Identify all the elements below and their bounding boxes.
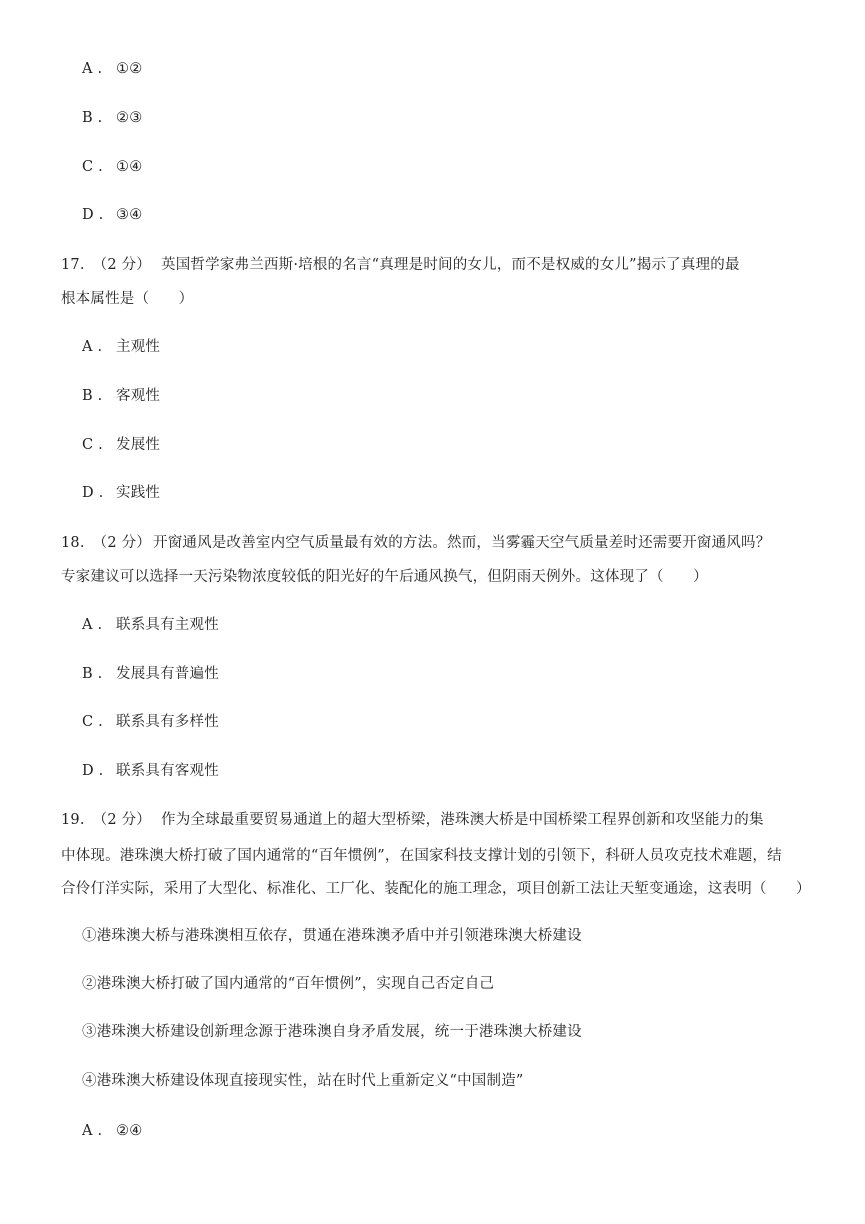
question-number: 19.	[61, 812, 85, 828]
q19-statement-2: ②港珠澳大桥打破了国内通常的“百年惯例”，实现自己否定自己	[82, 976, 495, 992]
q19-statement-3: ③港珠澳大桥建设创新理念源于港珠澳自身矛盾发展，统一于港珠澳大桥建设	[82, 1024, 582, 1040]
option-text: 主观性	[116, 339, 161, 355]
option-letter: B .	[82, 666, 103, 682]
option-letter: B .	[82, 388, 103, 404]
option-letter: C .	[82, 159, 103, 175]
option-letter: D .	[82, 485, 104, 501]
option-text: ③④	[116, 207, 143, 223]
question-17-stem-cont: 根本属性是（ ）	[61, 291, 194, 307]
q19-statement-4: ④港珠澳大桥建设体现直接现实性，站在时代上重新定义“中国制造”	[82, 1073, 524, 1089]
question-18-stem	[61, 533, 770, 553]
question-score: （2 分）	[92, 812, 152, 828]
option-letter: C .	[82, 714, 103, 730]
option-text: 实践性	[116, 485, 161, 501]
q19-option-a	[82, 1121, 142, 1141]
option-text: 联系具有客观性	[116, 763, 219, 779]
option-text: ②③	[116, 110, 143, 126]
q18-option-a	[82, 615, 219, 635]
question-score: （2 分）	[92, 257, 152, 273]
option-b	[82, 108, 142, 128]
option-text: 发展性	[116, 437, 161, 453]
question-number: 18.	[61, 535, 85, 551]
option-letter: D .	[82, 763, 104, 779]
q17-option-a	[82, 337, 160, 357]
option-text: 发展具有普遍性	[116, 666, 219, 682]
q17-option-c	[82, 435, 160, 455]
question-text: 开窗通风是改善室内空气质量最有效的方法。然而，当雾霾天空气质量差时还需要开窗通风吗？	[153, 535, 771, 551]
question-score: （2 分）	[92, 535, 152, 551]
q18-option-c	[82, 712, 219, 732]
question-17-stem	[61, 255, 740, 275]
option-text: 联系具有主观性	[116, 617, 219, 633]
option-letter: A .	[82, 1123, 103, 1139]
option-text: 客观性	[116, 388, 161, 404]
option-text: ②④	[116, 1123, 143, 1139]
option-text: 联系具有多样性	[116, 714, 219, 730]
option-letter: B .	[82, 110, 103, 126]
q17-option-d	[82, 483, 160, 503]
question-19-stem-cont: 合伶仃洋实际，采用了大型化、标准化、工厂化、装配化的施工理念，项目创新工法让天堑变通途，这表明（ ）	[61, 881, 811, 897]
option-text: ①②	[116, 61, 143, 77]
option-text: ①④	[116, 159, 143, 175]
question-number: 17.	[61, 257, 85, 273]
q17-option-b	[82, 386, 160, 406]
q18-option-b	[82, 664, 219, 684]
option-letter: D .	[82, 207, 104, 223]
q19-statement-1: ①港珠澳大桥与港珠澳相互依存，贯通在港珠澳矛盾中并引领港珠澳大桥建设	[82, 928, 582, 944]
option-c	[82, 157, 142, 177]
option-letter: A .	[82, 339, 103, 355]
question-18-stem-cont: 专家建议可以选择一天污染物浓度较低的阳光好的午后通风换气，但阴雨天例外。这体现了（ ）	[61, 569, 708, 585]
question-text: 英国哲学家弗兰西斯·培根的名言“真理是时间的女儿，而不是权威的女儿”揭示了真理的最	[161, 257, 740, 273]
question-19-stem-cont: 中体现。港珠澳大桥打破了国内通常的“百年惯例”，在国家科技支撑计划的引领下，科研人员攻克技术难题，结	[61, 848, 782, 864]
q18-option-d	[82, 761, 219, 781]
option-letter: C .	[82, 437, 103, 453]
option-d	[82, 205, 142, 225]
option-a	[82, 59, 142, 79]
question-19-stem	[61, 810, 764, 830]
question-text: 作为全球最重要贸易通道上的超大型桥梁，港珠澳大桥是中国桥梁工程界创新和攻坚能力的集	[161, 812, 764, 828]
option-letter: A .	[82, 61, 103, 77]
option-letter: A .	[82, 617, 103, 633]
